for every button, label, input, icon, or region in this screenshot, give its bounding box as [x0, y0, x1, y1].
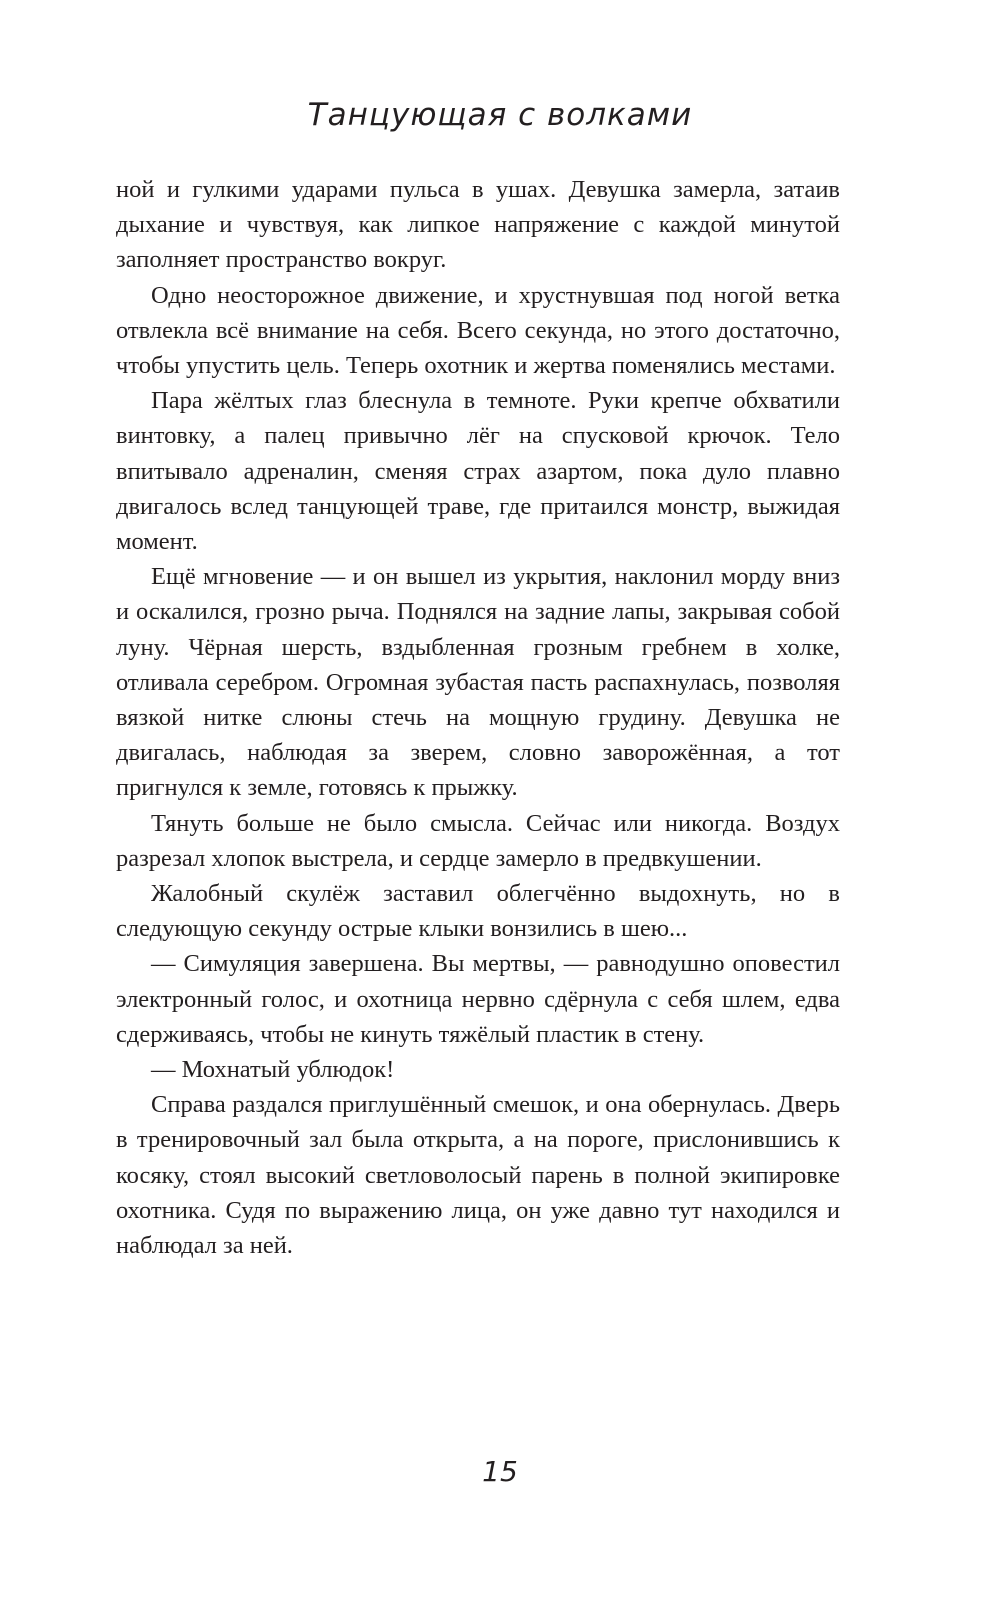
paragraph: Жалобный скулёж заставил облегчённо выдохнуть, но в следующую секунду острые клыки вонзились в шею... [116, 880, 840, 943]
paragraph: Пара жёлтых глаз блеснула в темноте. Руки крепче обхватили винтовку, а палец привычно лёг на спусковой крючок. Тело впитывало адреналин, сменяя страх азартом, пока дуло плавно двигалось вслед танцующей траве, где притаился монстр, выжидая момент. [116, 387, 840, 556]
page-number: 15 [482, 1455, 518, 1488]
dialogue-paragraph: — Мохнатый ублюдок! [151, 1056, 395, 1084]
paragraph-continuation: ной и гулкими ударами пульса в ушах. Девушка замерла, затаив дыхание и чувствуя, как липкое напряжение с каждой минутой заполняет пространство вокруг. [116, 176, 840, 274]
paragraph: Ещё мгновение — и он вышел из укрытия, наклонил морду вниз и оскалился, грозно рыча. Поднялся на задние лапы, закрывая собой луну. Чёрная шерсть, вздыбленная грозным гребнем в холке, отливала серебром. Огромная зубастая пасть распахнулась, позволяя вязкой нитке слюны стечь на мощную грудину. Девушка не двигалась, наблюдая за зверем, словно заворожённая, а тот пригнулся к земле, готовясь к прыжку. [116, 563, 840, 802]
running-title: Танцующая с волками [307, 97, 693, 133]
dialogue-paragraph: — Симуляция завершена. Вы мертвы, — равнодушно оповестил электронный голос, и охотница нервно сдёрнула с себя шлем, едва сдерживаясь, чтобы не кинуть тяжёлый пластик в стену. [116, 950, 840, 1048]
paragraph: Справа раздался приглушённый смешок, и она обернулась. Дверь в тренировочный зал была открыта, а на пороге, прислонившись к косяку, стоял высокий светловолосый парень в полной экипировке охотника. Судя по выражению лица, он уже давно тут находился и наблюдал за ней. [116, 1091, 840, 1260]
paragraph: Одно неосторожное движение, и хрустнувшая под ногой ветка отвлекла всё внимание на себя. Всего секунда, но этого достаточно, чтобы упустить цель. Теперь охотник и жертва поменялись местами. [116, 281, 840, 380]
body-text [116, 172, 840, 1263]
paragraph: Тянуть больше не было смысла. Сейчас или никогда. Воздух разрезал хлопок выстрела, и сердце замерло в предвкушении. [116, 809, 840, 872]
